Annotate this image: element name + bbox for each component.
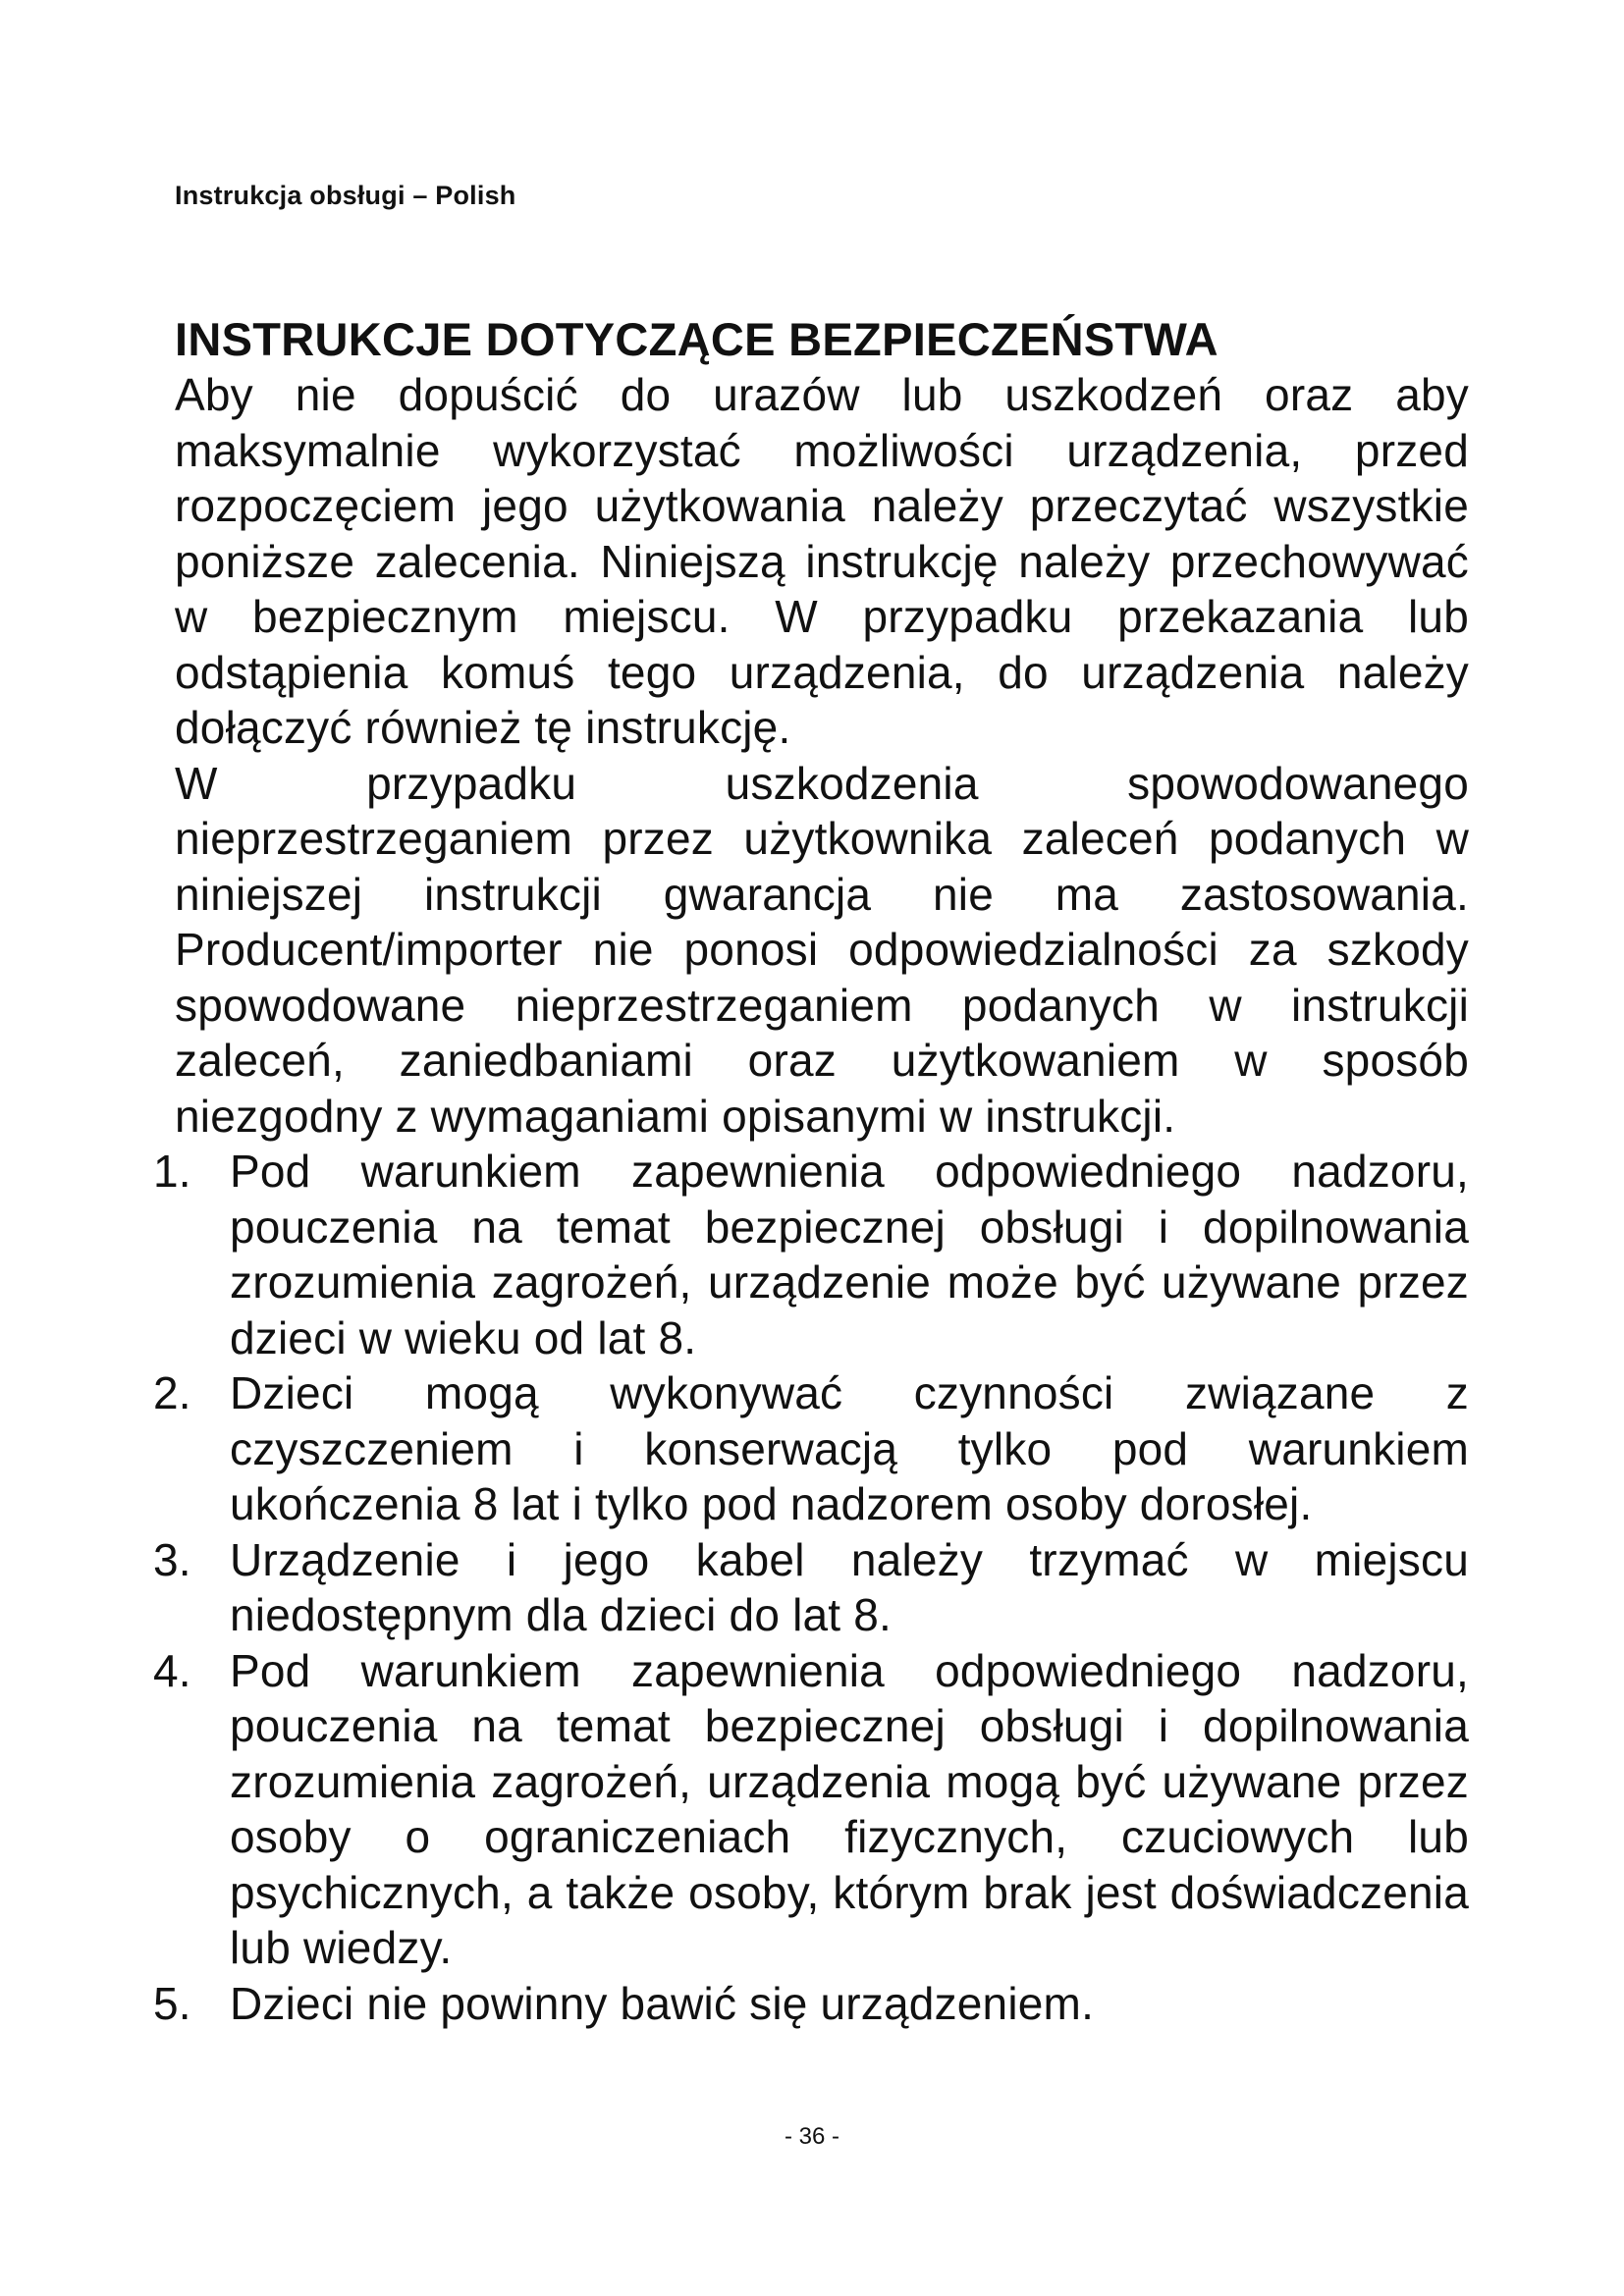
list-item: [153, 1144, 1469, 1365]
list-item-text: Pod warunkiem zapewnienia odpowiedniego nadzoru, pouczenia na temat bezpiecznej obsługi i dopilnowania zrozumienia zagrożeń, urządzenia mogą być używane przez osoby o ograniczeniach fizycznych, czuciowych lub psychicznych, a także osoby, którym brak jest doświadczenia lub wiedzy.: [230, 1644, 1469, 1973]
list-item-text: Urządzenie i jego kabel należy trzymać w miejscu niedostępnym dla dzieci do lat 8.: [230, 1533, 1469, 1640]
list-item-text: Dzieci mogą wykonywać czynności związane z czyszczeniem i konserwacją tylko pod warunkiem ukończenia 8 lat i tylko pod nadzorem osoby dorosłej.: [230, 1367, 1469, 1529]
list-item-number: 3.: [153, 1533, 191, 1585]
list-item-number: 4.: [153, 1644, 191, 1696]
list-item: [153, 1976, 1469, 2032]
list-item-number: 2.: [153, 1367, 191, 1418]
safety-section: [153, 312, 1469, 2031]
intro-paragraph: Aby nie dopuścić do urazów lub uszkodzeń oraz aby maksymalnie wykorzystać możliwości urządzenia, przed rozpoczęciem jego użytkowania należy przeczytać wszystkie poniższe zalecenia. Niniejszą instrukcję należy przechowywać w bezpiecznym miejscu. W przypadku przekazania lub odstąpienia komuś tego urządzenia, do urządzenia należy dołączyć również tę instrukcję.: [175, 369, 1469, 753]
list-item: [153, 1365, 1469, 1532]
list-item-number: 1.: [153, 1146, 191, 1197]
running-header: Instrukcja obsługi – Polish: [175, 181, 516, 210]
safety-list: [153, 1144, 1469, 2031]
list-item: [153, 1532, 1469, 1643]
list-item-number: 5.: [153, 1977, 191, 2029]
list-item-text: Dzieci nie powinny bawić się urządzeniem.: [230, 1977, 1095, 2029]
section-title: INSTRUKCJE DOTYCZĄCE BEZPIECZEŃSTWA: [175, 313, 1218, 365]
list-item: [153, 1643, 1469, 1976]
page-number: - 36 -: [784, 2123, 839, 2150]
warranty-paragraph: W przypadku uszkodzenia spowodowanego nieprzestrzeganiem przez użytkownika zaleceń podanych w niniejszej instrukcji gwarancja nie ma zastosowania. Producent/importer nie ponosi odpowiedzialności za szkody spowodowane nieprzestrzeganiem podanych w instrukcji zaleceń, zaniedbaniami oraz użytkowaniem w sposób niezgodny z wymaganiami opisanymi w instrukcji.: [175, 757, 1469, 1142]
list-item-text: Pod warunkiem zapewnienia odpowiedniego nadzoru, pouczenia na temat bezpiecznej obsługi i dopilnowania zrozumienia zagrożeń, urządzenie może być używane przez dzieci w wieku od lat 8.: [230, 1146, 1469, 1363]
